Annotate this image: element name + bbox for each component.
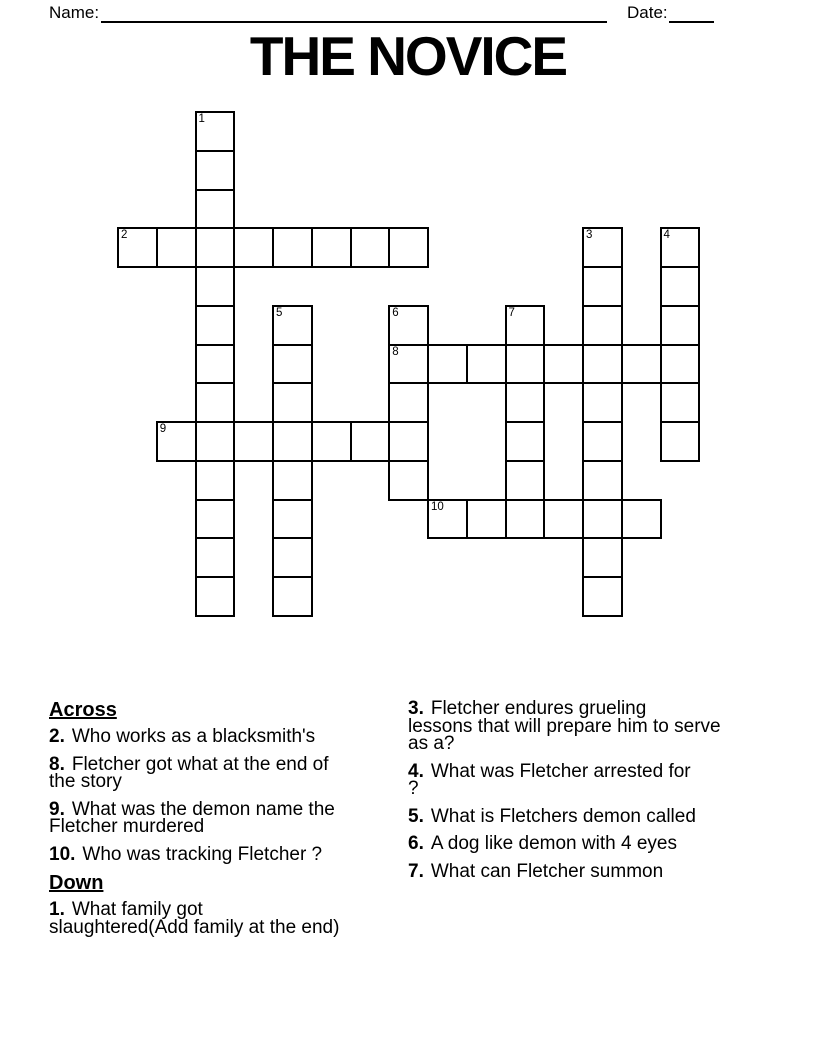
grid-cell[interactable]: [466, 344, 507, 385]
clue-line: 4. What was Fletcher arrested for: [408, 760, 691, 782]
clue-item: [49, 901, 391, 936]
grid-cell[interactable]: [195, 189, 236, 230]
grid-cell[interactable]: [195, 499, 236, 540]
cell-number: 8: [392, 345, 399, 358]
clue-number: 6.: [408, 833, 424, 854]
grid-cell[interactable]: [543, 344, 584, 385]
grid-cell[interactable]: [195, 344, 236, 385]
clue-item: [49, 753, 391, 792]
clue-line: 7. What can Fletcher summon: [408, 860, 664, 882]
clue-item: [408, 805, 776, 827]
grid-cell[interactable]: [466, 499, 507, 540]
date-input-line[interactable]: [669, 2, 714, 23]
grid-cell[interactable]: [582, 421, 623, 462]
grid-cell[interactable]: [311, 421, 352, 462]
grid-cell[interactable]: [195, 266, 236, 307]
clue-line: 5. What is Fletchers demon called: [408, 805, 696, 827]
grid-cell[interactable]: [660, 421, 701, 462]
clue-number: 7.: [408, 860, 424, 882]
grid-cell[interactable]: [582, 576, 623, 617]
grid-cell[interactable]: [660, 305, 701, 346]
clue-line: 6. A dog like demon with 4 eyes: [408, 833, 677, 854]
clue-line: Fletcher murdered: [49, 816, 205, 837]
clue-number: 10.: [49, 843, 76, 865]
grid-cell[interactable]: [388, 382, 429, 423]
grid-cell[interactable]: [388, 305, 429, 346]
cell-number: 2: [121, 229, 128, 242]
grid-cell[interactable]: [582, 382, 623, 423]
clues-left-column: [49, 700, 391, 946]
grid-cell[interactable]: [233, 421, 274, 462]
clue-line: ?: [408, 778, 419, 799]
grid-cell[interactable]: [156, 421, 197, 462]
clue-line: slaughtered(Add family at the end): [49, 916, 340, 938]
grid-cell[interactable]: [582, 227, 623, 268]
grid-cell[interactable]: [505, 460, 546, 501]
down-heading: Down: [49, 872, 104, 894]
clue-item: [49, 728, 391, 746]
grid-cell[interactable]: [195, 227, 236, 268]
clue-item: [408, 860, 776, 882]
grid-cell[interactable]: [582, 460, 623, 501]
grid-cell[interactable]: [427, 499, 468, 540]
grid-cell[interactable]: [388, 460, 429, 501]
grid-cell[interactable]: [272, 305, 313, 346]
down-clue-list-right: [408, 700, 776, 880]
grid-cell[interactable]: [621, 499, 662, 540]
clue-number: 2.: [49, 726, 65, 747]
grid-cell[interactable]: [427, 344, 468, 385]
clue-item: [49, 843, 391, 865]
grid-cell[interactable]: [350, 227, 391, 268]
clue-number: 3.: [408, 698, 424, 719]
grid-cell[interactable]: [272, 382, 313, 423]
grid-cell[interactable]: [660, 344, 701, 385]
grid-cell[interactable]: [505, 382, 546, 423]
clue-line: as a?: [408, 733, 455, 754]
clue-line: 2. Who works as a blacksmith's: [49, 726, 316, 747]
grid-cell[interactable]: [388, 421, 429, 462]
grid-cell[interactable]: [195, 576, 236, 617]
grid-cell[interactable]: [660, 266, 701, 307]
cell-number: 5: [276, 306, 283, 319]
grid-cell[interactable]: [272, 421, 313, 462]
clue-number: 1.: [49, 899, 65, 920]
clue-number: 4.: [408, 760, 424, 782]
grid-cell[interactable]: [388, 344, 429, 385]
grid-cell[interactable]: [195, 460, 236, 501]
puzzle-title: THE NOVICE: [249, 25, 567, 87]
grid-cell[interactable]: [272, 576, 313, 617]
clue-item: [49, 798, 391, 837]
cell-number: 9: [159, 423, 167, 435]
grid-cell[interactable]: [195, 305, 236, 346]
across-clue-list: [49, 728, 391, 863]
grid-cell[interactable]: [388, 227, 429, 268]
grid-cell[interactable]: [582, 499, 623, 540]
across-heading: Across: [49, 699, 117, 721]
grid-cell[interactable]: [117, 227, 158, 268]
clue-number: 9.: [49, 798, 65, 820]
date-label: Date:: [627, 3, 668, 22]
grid-cell[interactable]: [505, 499, 546, 540]
grid-cell[interactable]: [195, 150, 236, 191]
crossword-grid: [117, 111, 701, 618]
grid-cell[interactable]: [505, 344, 546, 385]
cell-number: 10: [431, 500, 444, 513]
clue-item: [408, 835, 776, 853]
cell-number: 7: [508, 306, 515, 319]
clue-line: 9. What was the demon name the: [49, 798, 335, 820]
cell-number: 6: [392, 306, 399, 319]
grid-cell[interactable]: [543, 499, 584, 540]
grid-cell[interactable]: [582, 266, 623, 307]
clue-item: [408, 760, 776, 799]
grid-cell[interactable]: [272, 460, 313, 501]
clue-line: 8. Fletcher got what at the end of: [49, 753, 329, 775]
grid-cell[interactable]: [505, 305, 546, 346]
grid-cell[interactable]: [505, 421, 546, 462]
clue-number: 8.: [49, 753, 65, 775]
grid-cell[interactable]: [582, 344, 623, 385]
grid-cell[interactable]: [311, 227, 352, 268]
cell-number: 3: [586, 229, 593, 242]
clue-line: lessons that will prepare him to serve: [408, 715, 721, 737]
grid-cell[interactable]: [660, 382, 701, 423]
clue-line: 10. Who was tracking Fletcher ?: [49, 843, 323, 865]
grid-cell[interactable]: [582, 537, 623, 578]
name-input-line[interactable]: [101, 2, 607, 23]
grid-cell[interactable]: [272, 344, 313, 385]
clue-line: 1. What family got: [49, 899, 203, 920]
grid-cell[interactable]: [195, 382, 236, 423]
clues-right-column: [408, 700, 776, 890]
grid-cell[interactable]: [272, 499, 313, 540]
name-label: Name:: [49, 3, 100, 22]
grid-cell[interactable]: [195, 111, 236, 152]
grid-cell[interactable]: [272, 227, 313, 268]
grid-cell[interactable]: [195, 421, 236, 462]
grid-cell[interactable]: [350, 421, 391, 462]
cell-number: 1: [198, 113, 205, 125]
grid-cell[interactable]: [195, 537, 236, 578]
grid-cell[interactable]: [233, 227, 274, 268]
grid-cell[interactable]: [272, 537, 313, 578]
grid-cell[interactable]: [582, 305, 623, 346]
down-clue-list-left: [49, 901, 391, 936]
clue-line: the story: [49, 771, 122, 792]
cell-number: 4: [663, 229, 670, 242]
clue-item: [408, 700, 776, 753]
grid-cell[interactable]: [621, 344, 662, 385]
grid-cell[interactable]: [660, 227, 701, 268]
clue-number: 5.: [408, 805, 424, 827]
clue-line: 3. Fletcher endures grueling: [408, 698, 647, 719]
grid-cell[interactable]: [156, 227, 197, 268]
